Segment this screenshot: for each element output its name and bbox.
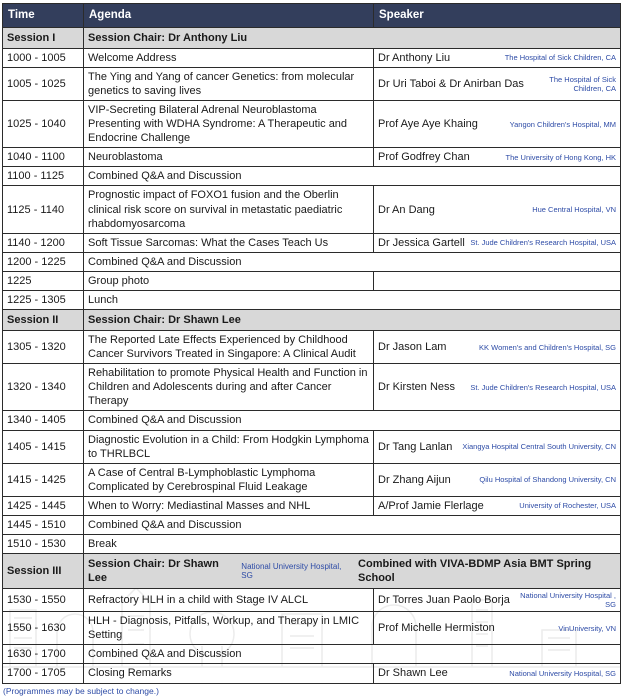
speaker-content [378,380,616,394]
time-cell: 1225 - 1305 [3,290,84,309]
session-chair-text: Session Chair: Dr Anthony Liu [88,31,248,44]
schedule-row [3,331,621,364]
speaker-content [378,236,616,250]
time-cell: 1000 - 1005 [3,48,84,67]
speaker-name: Dr Zhang Aijun [378,473,451,486]
session-extra-text: Combined with VIVA-BDMP Asia BMT Spring School [358,558,592,585]
schedule-row [3,290,621,309]
schedule-row [3,515,621,534]
agenda-cell: Group photo [84,271,374,290]
speaker-institution: KK Women's and Children's Hospital, SG [479,342,616,352]
session-label: Session I [3,27,84,48]
speaker-institution: Xiangya Hospital Central South University, CN [462,442,616,452]
agenda-cell: Neuroblastoma [84,148,374,167]
speaker-institution: Yangon Children's Hospital, MM [509,119,616,129]
speaker-content [378,666,616,680]
speaker-institution: National University Hospital, SG [509,668,616,678]
agenda-cell: The Reported Late Effects Experienced by Childhood Cancer Survivors Treated in Singapore: A Clinical Audit [84,331,374,364]
schedule-row [3,252,621,271]
speaker-institution: University of Rochester, USA [519,501,616,511]
time-cell: 1445 - 1510 [3,515,84,534]
speaker-institution: The Hospital of Sick Children, CA [549,74,616,93]
speaker-cell [374,463,621,496]
speaker-institution: The Hospital of Sick Children, CA [504,53,616,63]
speaker-content [378,440,616,454]
chair-institution: National University Hospital, SG [241,561,342,581]
schedule-row [3,167,621,186]
schedule-body [3,27,621,683]
agenda-cell: Combined Q&A and Discussion [84,167,621,186]
schedule-row [3,148,621,167]
speaker-institution: Qilu Hospital of Shandong University, CN [479,475,616,485]
time-cell: 1040 - 1100 [3,148,84,167]
speaker-cell [374,271,621,290]
speaker-name: Dr Shawn Lee [378,667,448,680]
session-label: Session II [3,309,84,330]
session-chair-content [88,313,616,327]
speaker-content [378,473,616,487]
schedule-row [3,67,621,100]
speaker-cell [374,496,621,515]
speaker-cell [374,664,621,683]
time-cell: 1320 - 1340 [3,364,84,411]
speaker-content [378,591,616,609]
schedule-row [3,430,621,463]
agenda-cell: Prognostic impact of FOXO1 fusion and the Oberlin clinical risk score on survival in metastatic paediatric rhabdomyosarcoma [84,186,374,233]
schedule-row [3,664,621,683]
time-cell: 1200 - 1225 [3,252,84,271]
session-chair-text: Session Chair: Dr Shawn Lee [88,558,219,585]
agenda-cell: Soft Tissue Sarcomas: What the Cases Teach Us [84,233,374,252]
time-cell: 1425 - 1445 [3,496,84,515]
agenda-cell: Closing Remarks [84,664,374,683]
speaker-content [378,150,616,164]
speaker-cell [374,48,621,67]
agenda-cell: Combined Q&A and Discussion [84,411,621,430]
speaker-institution: Hue Central Hospital, VN [532,205,616,215]
speaker-institution: St. Jude Children's Research Hospital, USA [470,238,616,248]
agenda-cell: Combined Q&A and Discussion [84,252,621,271]
agenda-cell: Diagnostic Evolution in a Child: From Hodgkin Lymphoma to THRLBCL [84,430,374,463]
time-cell: 1700 - 1705 [3,664,84,683]
session-chair-content [88,31,616,45]
agenda-cell: When to Worry: Mediastinal Masses and NHL [84,496,374,515]
agenda-cell: Combined Q&A and Discussion [84,645,621,664]
column-header-time: Time [3,4,84,28]
speaker-name: Dr Torres Juan Paolo Borja [378,594,510,607]
schedule-row [3,411,621,430]
session-chair-text: Session Chair: Dr Shawn Lee [88,313,241,326]
speaker-content [378,340,616,354]
schedule-row [3,364,621,411]
schedule-row [3,589,621,612]
session-chair-cell [84,309,621,330]
speaker-content [378,117,616,131]
speaker-cell [374,67,621,100]
column-header-agenda: Agenda [84,4,374,28]
time-cell: 1225 [3,271,84,290]
time-cell: 1510 - 1530 [3,534,84,553]
time-cell: 1305 - 1320 [3,331,84,364]
agenda-cell: Lunch [84,290,621,309]
speaker-cell [374,101,621,148]
agenda-cell: A Case of Central B-Lymphoblastic Lymphoma Complicated by Cerebrospinal Fluid Leakage [84,463,374,496]
speaker-cell [374,430,621,463]
schedule-row [3,101,621,148]
speaker-content [378,51,616,65]
schedule-row [3,48,621,67]
agenda-cell: Refractory HLH in a child with Stage IV ALCL [84,589,374,612]
speaker-content [378,203,616,217]
speaker-name: Prof Godfrey Chan [378,151,470,164]
agenda-cell: The Ying and Yang of cancer Genetics: from molecular genetics to saving lives [84,67,374,100]
session-chair-cell [84,554,621,589]
speaker-name: Dr Anthony Liu [378,51,451,64]
session-label: Session III [3,554,84,589]
speaker-content [378,621,616,635]
agenda-cell: VIP-Secreting Bilateral Adrenal Neuroblastoma Presenting with WDHA Syndrome: A Therapeutic and Endocrine Challenge [84,101,374,148]
footnote: (Programmes may be subject to change.) [3,685,159,696]
speaker-name: Dr Uri Taboi & Dr Anirban Das [378,77,524,90]
session-chair-cell [84,27,621,48]
speaker-institution: St. Jude Children's Research Hospital, USA [470,382,616,392]
time-cell: 1530 - 1550 [3,589,84,612]
agenda-cell: HLH - Diagnosis, Pitfalls, Workup, and Therapy in LMIC Setting [84,612,374,645]
schedule-row [3,612,621,645]
schedule-row [3,233,621,252]
schedule-row [3,496,621,515]
time-cell: 1100 - 1125 [3,167,84,186]
speaker-name: Prof Michelle Hermiston [378,622,495,635]
schedule-row [3,645,621,664]
session-row [3,554,621,589]
speaker-cell [374,589,621,612]
programme-table [2,3,621,684]
agenda-cell: Rehabilitation to promote Physical Health and Function in Children and Adolescents during and after Cancer Therapy [84,364,374,411]
header-row [3,4,621,28]
speaker-cell [374,612,621,645]
speaker-name: Dr Jessica Gartell [378,236,465,249]
speaker-institution: National University Hospital , SG [520,591,616,610]
speaker-name: Dr Jason Lam [378,341,447,354]
time-cell: 1025 - 1040 [3,101,84,148]
speaker-cell [374,148,621,167]
speaker-name: Dr Tang Lanlan [378,440,453,453]
session-row [3,309,621,330]
agenda-cell: Break [84,534,621,553]
schedule-row [3,271,621,290]
session-chair-content [88,557,616,585]
speaker-cell [374,186,621,233]
schedule-row [3,463,621,496]
speaker-institution: VinUniversity, VN [558,623,616,633]
speaker-name: A/Prof Jamie Flerlage [378,499,484,512]
speaker-cell [374,233,621,252]
time-cell: 1550 - 1630 [3,612,84,645]
speaker-cell [374,331,621,364]
speaker-name: Prof Aye Aye Khaing [378,118,478,131]
time-cell: 1340 - 1405 [3,411,84,430]
agenda-cell: Combined Q&A and Discussion [84,515,621,534]
speaker-content [378,75,616,93]
session-row [3,27,621,48]
column-header-speaker: Speaker [374,4,621,28]
time-cell: 1125 - 1140 [3,186,84,233]
speaker-name: Dr Kirsten Ness [378,381,456,394]
speaker-name: Dr An Dang [378,203,435,216]
time-cell: 1405 - 1415 [3,430,84,463]
time-cell: 1630 - 1700 [3,645,84,664]
agenda-cell: Welcome Address [84,48,374,67]
speaker-institution: The University of Hong Kong, HK [505,152,616,162]
speaker-cell [374,364,621,411]
time-cell: 1140 - 1200 [3,233,84,252]
schedule-row [3,186,621,233]
time-cell: 1005 - 1025 [3,67,84,100]
time-cell: 1415 - 1425 [3,463,84,496]
speaker-content [378,499,616,513]
table-header [3,4,621,28]
schedule-row [3,534,621,553]
